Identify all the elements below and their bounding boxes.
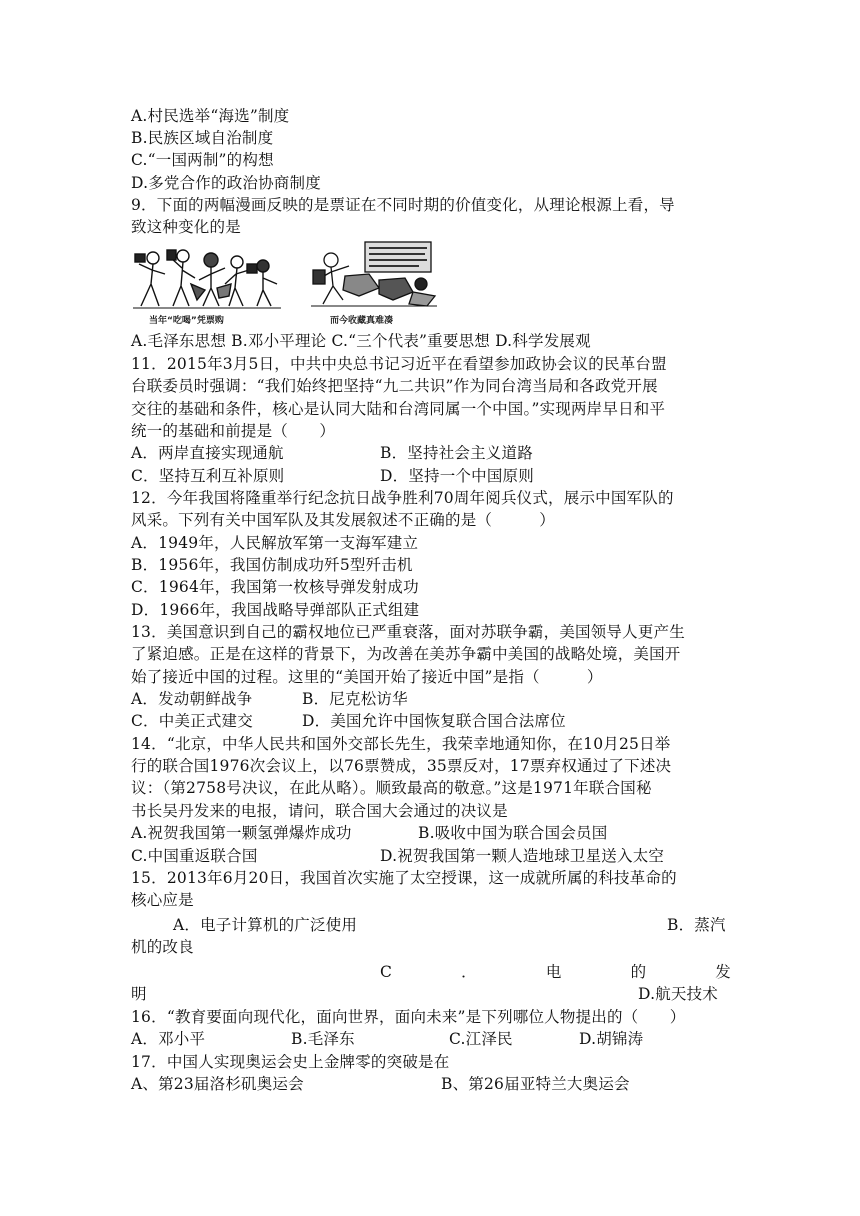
- q11-option-c: C．坚持互利互补原则: [131, 467, 285, 485]
- q13-option-a: A．发动朝鲜战争: [131, 690, 253, 708]
- q9-options: A.毛泽东思想 B.邓小平理论 C.“三个代表”重要思想 D.科学发展观: [131, 332, 591, 350]
- q15-c-letter: C: [380, 963, 393, 981]
- ration-ticket-comic-present: [309, 240, 439, 310]
- q12-option-d: D．1966年，我国战略导弹部队正式组建: [131, 601, 420, 619]
- q9-stem-2: 致这种变化的是: [131, 218, 241, 236]
- q15-option-b: B．蒸汽: [667, 916, 726, 934]
- q15-stem-1: 15．2013年6月20日，我国首次实施了太空授课，这一成就所属的科技革命的: [131, 869, 677, 887]
- q13-stem-2: 了紧迫感。正是在这样的背景下，为改善在美苏争霸中美国的战略处境，美国开: [131, 645, 681, 663]
- q12-option-a: A．1949年，人民解放军第一支海军建立: [131, 534, 419, 552]
- q15-option-c-cont: 明: [131, 985, 147, 1003]
- q11-option-b: B．坚持社会主义道路: [380, 444, 533, 462]
- q17-option-b: B、第26届亚特兰大奥运会: [441, 1075, 630, 1093]
- q16-stem: 16．“教育要面向现代化，面向世界，面向未来”是下列哪位人物提出的（ ）: [131, 1008, 686, 1026]
- q16-option-d: D.胡锦涛: [579, 1030, 644, 1048]
- q11-stem-3: 交往的基础和条件，核心是认同大陆和台湾同属一个中国。”实现两岸早日和平: [131, 400, 666, 418]
- q11-option-d: D．坚持一个中国原则: [380, 467, 534, 485]
- q15-option-c: [131, 961, 731, 983]
- q16-option-b: B.毛泽东: [291, 1030, 355, 1048]
- q14-stem-2: 行的联合国1976次会议上，以76票赞成，35票反对，17票弃权通过了下述决: [131, 757, 672, 775]
- q15-option-d: D.航天技术: [638, 985, 719, 1003]
- q13-option-d: D．美国允许中国恢复联合国合法席位: [302, 712, 566, 730]
- q13-stem-1: 13．美国意识到自己的霸权地位已严重衰落，面对苏联争霸，美国领导人更产生: [131, 623, 685, 641]
- q13-stem-3: 始了接近中国的过程。这里的“美国开始了接近中国”是指（ ）: [131, 668, 603, 686]
- q9-stem-1: 9．下面的两幅漫画反映的是票证在不同时期的价值变化，从理论根源上看，导: [131, 196, 675, 214]
- q17-stem: 17．中国人实现奥运会史上金牌零的突破是在: [131, 1053, 450, 1071]
- q8-option-b: B.民族区域自治制度: [131, 129, 274, 147]
- q15-option-a: A．电子计算机的广泛使用: [173, 916, 358, 934]
- comic-past-caption: 当年“吃喝”凭票购: [149, 316, 224, 326]
- q17-option-a: A、第23届洛杉矶奥运会: [131, 1075, 304, 1093]
- q8-option-a: A.村民选举“海选”制度: [131, 107, 290, 125]
- q15-c-dot: ．: [461, 963, 477, 981]
- q15-c-char-3: 发: [715, 963, 731, 981]
- q15-c-char-1: 电: [545, 963, 562, 981]
- q14-stem-1: 14．“北京，中华人民共和国外交部长先生，我荣幸地通知你，在10月25日举: [131, 735, 671, 753]
- q11-option-a: A．两岸直接实现通航: [131, 444, 284, 462]
- q14-option-b: B.吸收中国为联合国会员国: [418, 824, 608, 842]
- q15-option-b-cont: 机的改良: [131, 938, 194, 956]
- q8-option-d: D.多党合作的政治协商制度: [131, 174, 321, 192]
- q13-option-b: B．尼克松访华: [302, 690, 408, 708]
- q12-option-c: C．1964年，我国第一枚核导弹发射成功: [131, 578, 419, 596]
- q11-stem-1: 11．2015年3月5日，中共中央总书记习近平在看望参加政协会议的民革台盟: [131, 355, 667, 373]
- q14-option-a: A.祝贺我国第一颗氢弹爆炸成功: [131, 824, 352, 842]
- q16-option-a: A．邓小平: [131, 1030, 206, 1048]
- ration-ticket-comic-past: [131, 244, 283, 314]
- q16-option-c: C.江泽民: [449, 1030, 513, 1048]
- q14-stem-4: 书长吴丹发来的电报，请问，联合国大会通过的决议是: [131, 802, 508, 820]
- q8-option-c: C.“一国两制”的构想: [131, 151, 274, 169]
- q12-stem-2: 风采。下列有关中国军队及其发展叙述不正确的是（ ）: [131, 511, 555, 529]
- q11-stem-2: 台联委员时强调：“我们始终把坚持“九二共识”作为同台湾当局和各政党开展: [131, 377, 658, 395]
- q14-option-d: D.祝贺我国第一颗人造地球卫星送入太空: [380, 847, 665, 865]
- q13-option-c: C．中美正式建交: [131, 712, 253, 730]
- q14-stem-3: 议：（第2758号决议，在此从略）。顺致最高的敬意。”这是1971年联合国秘: [131, 779, 652, 797]
- q14-option-c: C.中国重返联合国: [131, 847, 258, 865]
- q12-stem-1: 12．今年我国将隆重举行纪念抗日战争胜利70周年阅兵仪式，展示中国军队的: [131, 489, 674, 507]
- q15-stem-2: 核心应是: [131, 891, 194, 909]
- q15-c-char-2: 的: [630, 963, 647, 981]
- q12-option-b: B．1956年，我国仿制成功歼5型歼击机: [131, 556, 413, 574]
- comic-present-caption: 而今收藏真难凑: [330, 316, 394, 326]
- q11-stem-4: 统一的基础和前提是（ ）: [131, 422, 336, 440]
